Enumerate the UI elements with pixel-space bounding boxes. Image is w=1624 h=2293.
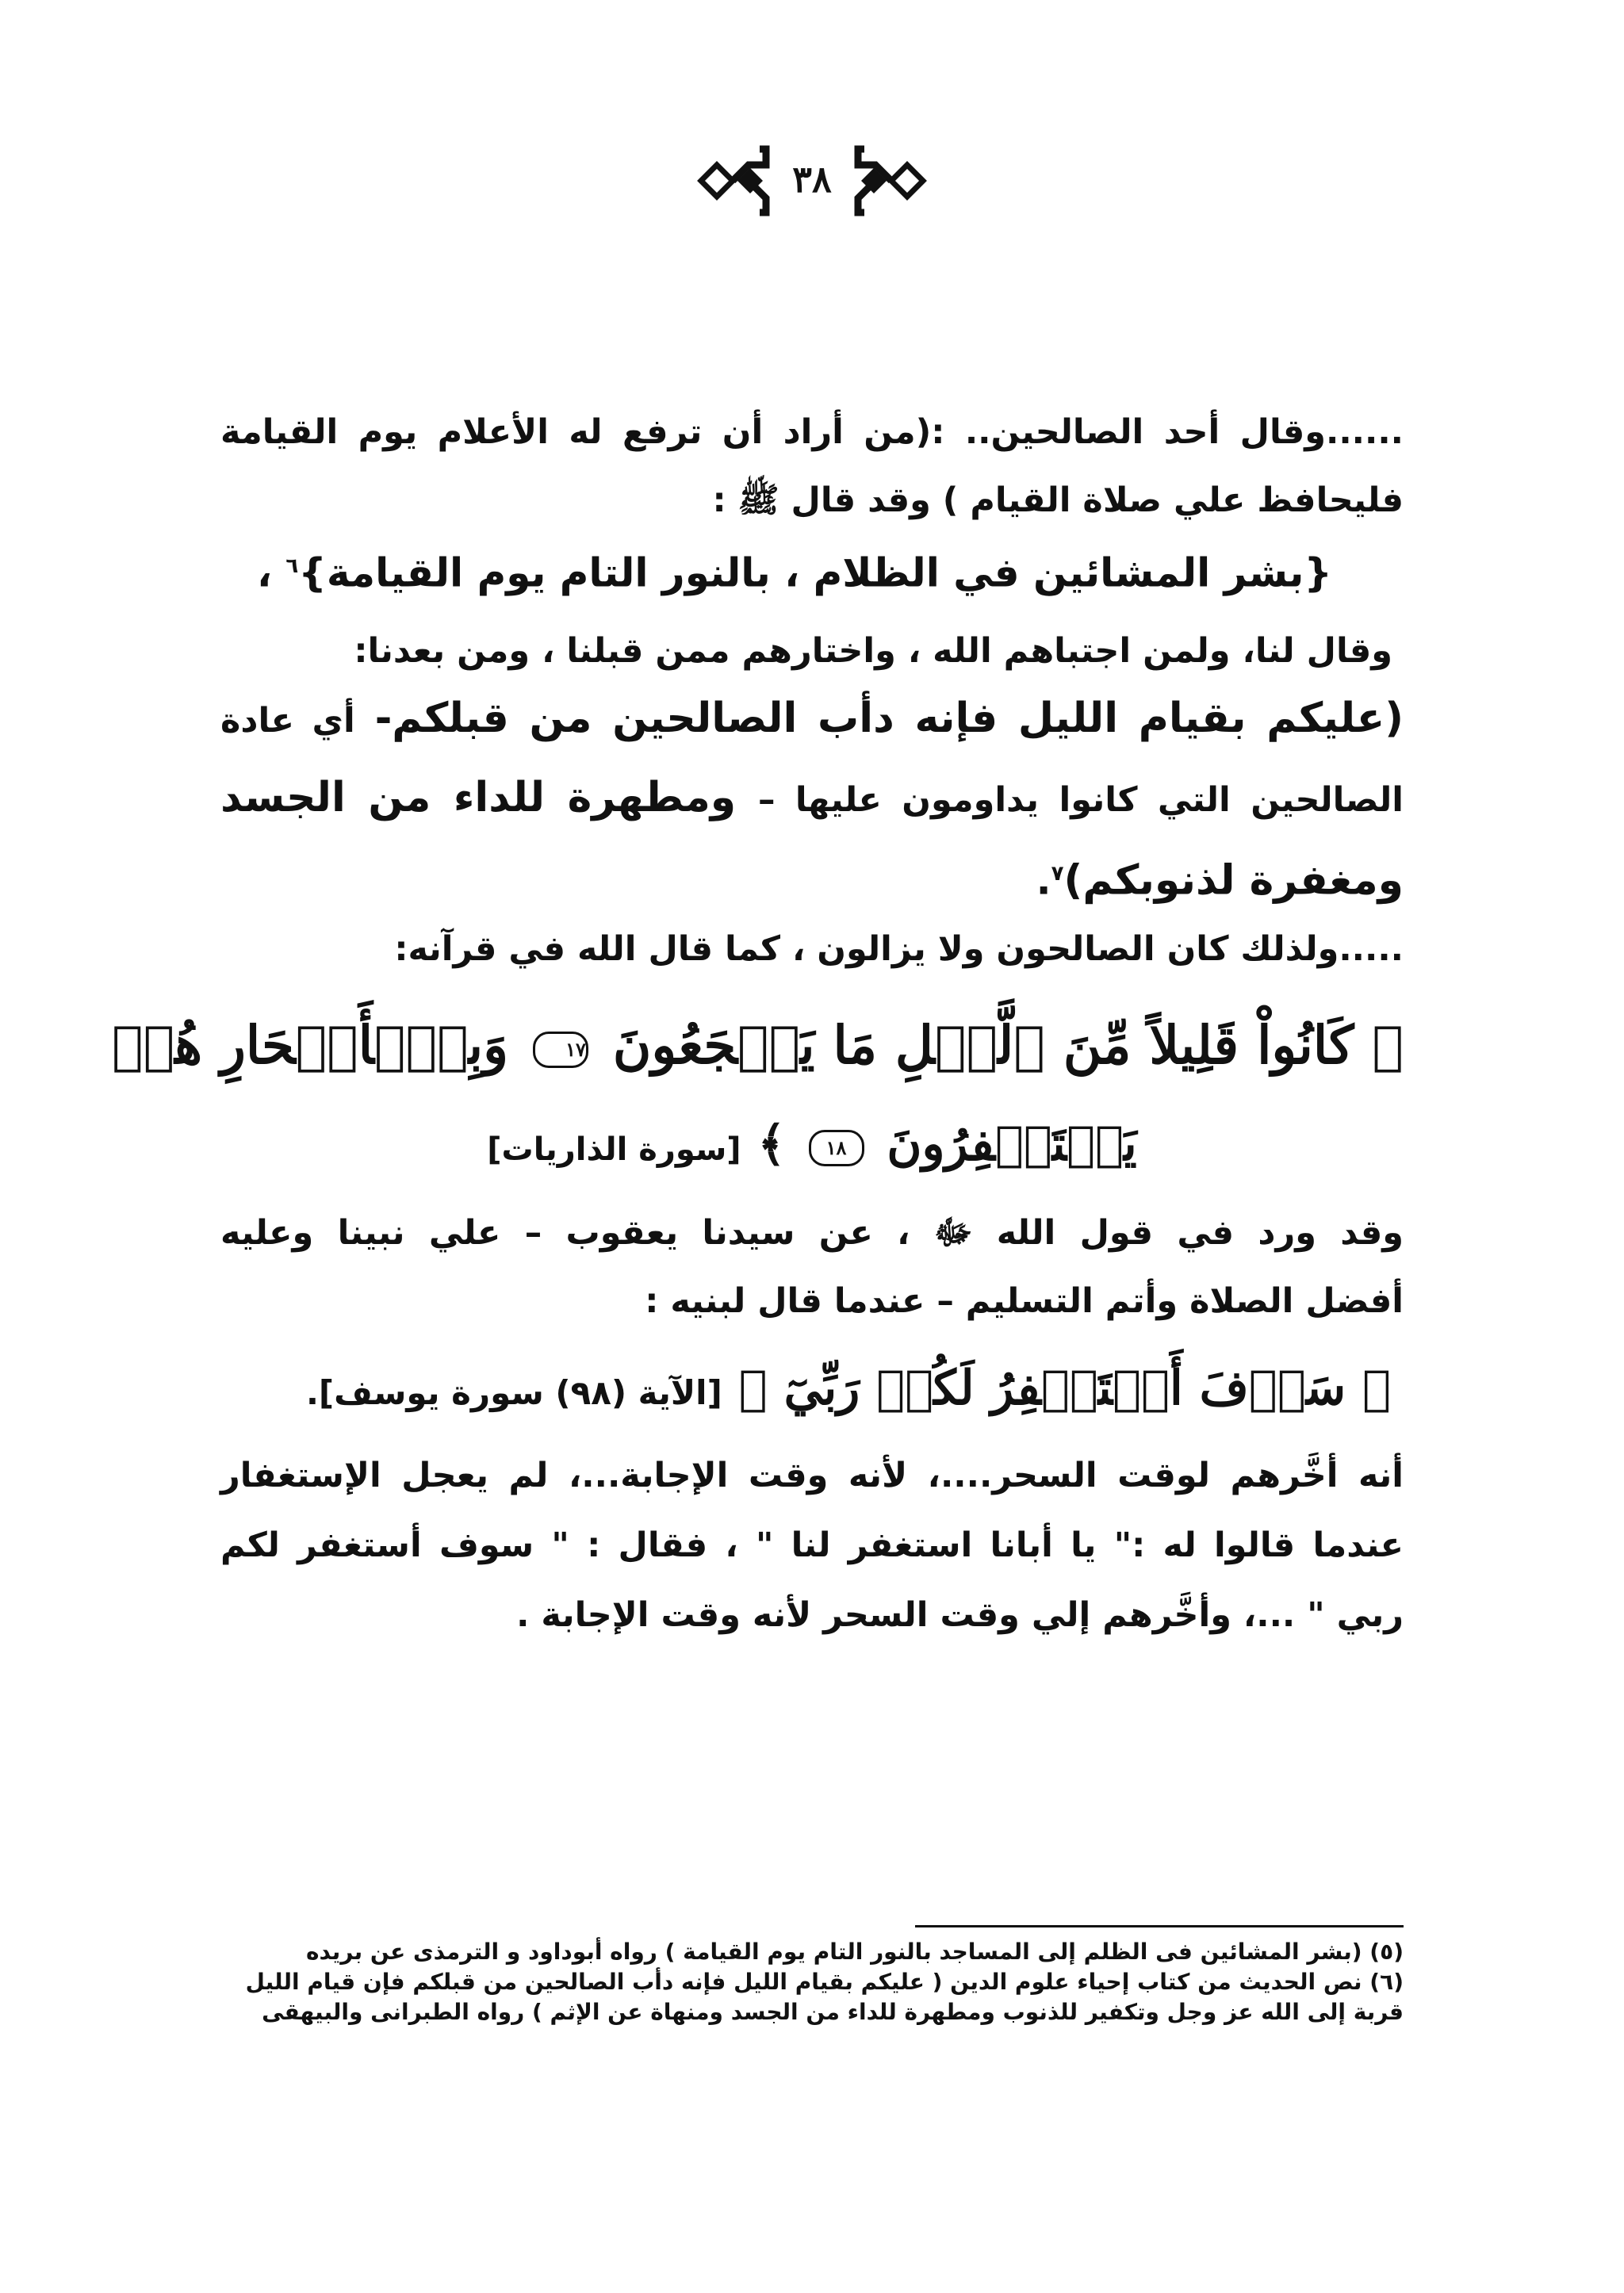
hadith-text: {بشر المشائين في الظلام ، بالنور التام يوم القيامة}: [298, 549, 1332, 596]
text-line-1: ......وقال أحد الصالحين.. :(من أراد أن ترفع له الأعلام يوم القيامة: [220, 412, 1404, 452]
text-line-4: وقال لنا، ولمن اجتباهم الله ، واختارهم ممن قبلنا ، ومن بعدنا:: [354, 631, 1392, 671]
ayah-number-18: ١٨: [809, 1130, 864, 1166]
text-line-5: [220, 688, 1404, 751]
hadith-bold-part: (عليكم بقيام الليل فإنه دأب الصالحين من قبلكم-: [374, 695, 1404, 742]
footnote-6-continued: قربة إلى الله عز وجل وتكفير للذنوب ومطهرة للداء من الجسد ومنهاة عن الإثم ) رواه الطبرانى والبيهقى: [262, 1999, 1404, 2025]
text-line-2: فليحافظ علي صلاة القيام ) وقد قال ﷺ :: [712, 480, 1404, 520]
text-line-6: [220, 768, 1404, 830]
quran-verse-yusuf-98: سَوۡفَ أَسۡتَغۡفِرُ لَكُمۡ رَبِّيٓ: [783, 1361, 1346, 1416]
text-line-8: .....ولذلك كان الصالحون ولا يزالون ، كما قال الله في قرآنه:: [394, 929, 1404, 969]
page-number-ornament: [693, 133, 931, 228]
quran-verse-line-3: [220, 1353, 1404, 1429]
text-line-12: عندما قالوا له :" يا أبانا استغفر لنا " ، فقال : " سوف أستغفر لكم: [220, 1525, 1404, 1565]
surah-reference: [سورة الذاريات]: [487, 1131, 741, 1168]
hadith-line: [220, 536, 1404, 603]
footnote-ref-7: ٧: [1051, 862, 1064, 886]
text-line-7-tail: .: [1036, 857, 1051, 904]
text-line-9: وقد ورد في قول الله ﷻ ، عن سيدنا يعقوب – علي نبينا وعليه: [220, 1213, 1404, 1253]
text-line-6-normal: الصالحين التي كانوا يداومون عليها –: [757, 780, 1404, 820]
quran-close-bracket: ﴾: [757, 1116, 786, 1172]
text-line-5-rest: أي عادة: [220, 701, 355, 741]
quran-verse-18-end: يَسۡتَغۡفِرُونَ: [887, 1116, 1137, 1172]
quran-verse-line-1: [111, 1005, 1404, 1085]
quran-open-bracket-2: ﴿: [1362, 1361, 1391, 1416]
quran-verse-17: كَانُواْ قَلِيلاً مِّنَ ٱلَّيۡلِ مَا يَهۡجَعُونَ: [612, 1014, 1354, 1076]
text-line-7: [220, 844, 1404, 911]
text-line-6-bold: ومطهرة للداء من الجسد: [220, 774, 737, 821]
text-line-13: ربي " ...، وأخَّرهم إلي وقت السحر لأنه وقت الإجابة .: [516, 1595, 1404, 1635]
quran-verse-line-2: [220, 1108, 1404, 1185]
text-line-7-bold: ومغفرة لذنوبكم): [1063, 856, 1404, 905]
ayah-number-17: ١٧: [533, 1032, 588, 1068]
quran-close-bracket-2: ﴾: [738, 1361, 768, 1416]
hadith-tail: ،: [256, 549, 272, 596]
quran-open-bracket: ﴿: [1372, 1014, 1404, 1076]
text-line-11: أنه أخَّرهم لوقت السحر....، لأنه وقت الإجابة...، لم يعجل الإستغفار: [220, 1456, 1404, 1495]
footnote-ref-6: ٦: [285, 554, 299, 578]
surah-reference-2: [الآية (٩٨) سورة يوسف].: [305, 1373, 722, 1412]
footnote-5: (٥) (بشر المشائين فى الظلم إلى المساجد بالنور التام يوم القيامة ) رواه أبوداود و الترمذى عن بريده: [306, 1939, 1404, 1965]
footnote-divider: [915, 1925, 1404, 1927]
quran-verse-18-start: وَبِٱلۡأَسۡحَارِ هُمۡ: [111, 1014, 508, 1076]
footnote-6: (٦) نص الحديث من كتاب إحياء علوم الدين ( عليكم بقيام الليل فإنه دأب الصالحين من قبلكم فإن قيام الليل: [245, 1969, 1404, 1995]
page-number: ٣٨: [792, 158, 832, 201]
text-line-10: أفضل الصلاة وأتم التسليم – عندما قال لبنيه :: [645, 1281, 1404, 1321]
